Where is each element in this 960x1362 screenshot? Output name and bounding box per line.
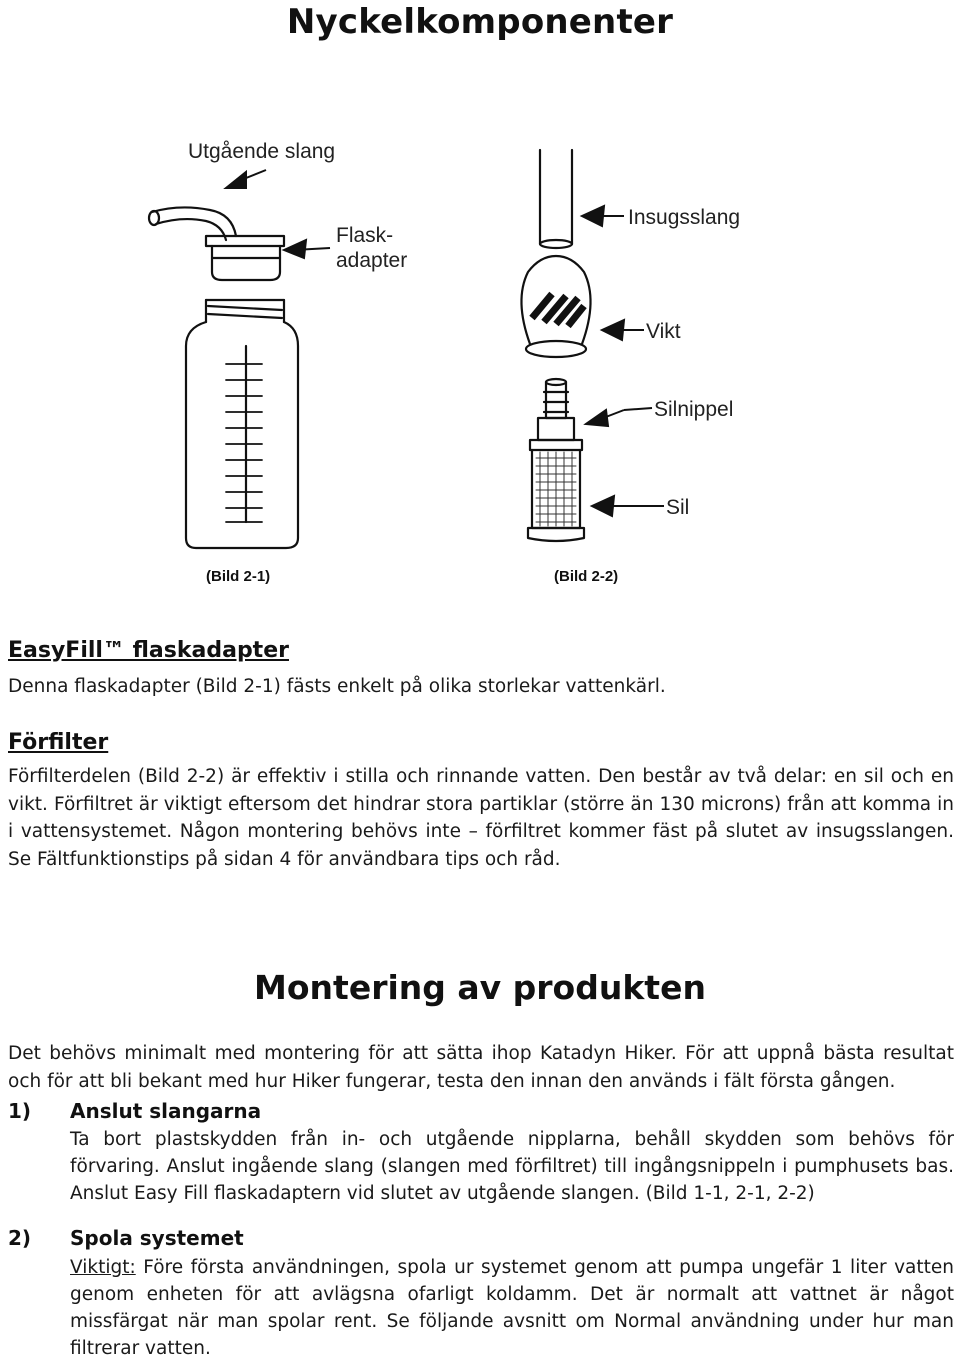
figure-caption-2-1: (Bild 2-1) (206, 568, 271, 585)
bottle-adapter-drawing (206, 236, 284, 280)
page-title: Nyckelkomponenter (286, 2, 674, 42)
arrow-icon-strainer-nipple (586, 408, 652, 426)
bottle-scale (226, 364, 262, 522)
step-2-text-block (70, 1254, 954, 1362)
arrow-icon-weight (602, 320, 644, 340)
strainer-nipple-drawing (538, 379, 574, 440)
arrow-icon-outlet-hose (226, 170, 266, 188)
strainer-mesh (536, 452, 576, 526)
step-2-title: Spola systemet (70, 1226, 244, 1250)
prefilter-heading: Förfilter (8, 730, 109, 755)
bottle-drawing (186, 300, 298, 548)
label-strainer-nipple: Silnippel (654, 398, 734, 421)
figure-caption-2-2: (Bild 2-2) (554, 568, 619, 585)
assembly-intro: Det behövs minimalt med montering för att sätta ihop Katadyn Hiker. För att uppnå bästa resultat och för att bli bekant med hur Hiker fungerar, testa den innan den används i fält första gången. (8, 1043, 954, 1092)
label-outlet-hose: Utgående slang (188, 140, 336, 163)
arrow-icon-bottle-adapter (284, 240, 330, 258)
label-intake-hose: Insugsslang (628, 206, 741, 229)
label-bottle-adapter-line1: Flask- (336, 224, 394, 247)
easyfill-text: Denna flaskadapter (Bild 2-1) fästs enkelt på olika storlekar vattenkärl. (8, 676, 666, 697)
assembly-heading: Montering av produkten (254, 968, 706, 1007)
label-bottle-adapter-line2: adapter (336, 249, 408, 272)
weight-stripes (532, 294, 584, 326)
step-2-text: Före första användningen, spola ur systemet genom att pumpa ungefär 1 liter vatten genom enheten för att avlägsna ofarligt koldamm. Det är normalt att vattnet är något missfärgat när man spolar rent. Se följande avsnitt om Normal användning under hur man filtrerar vatten. (70, 1257, 954, 1359)
key-components-illustration (0, 0, 960, 600)
easyfill-heading: EasyFill™ flaskadapter (8, 638, 289, 663)
step-2-number: 2) (8, 1226, 32, 1250)
arrow-icon-strainer (592, 496, 664, 516)
arrow-icon-intake-hose (582, 206, 624, 226)
step-1-title: Anslut slangarna (70, 1099, 262, 1123)
label-strainer: Sil (666, 496, 690, 519)
step-2-important-label: Viktigt: (70, 1257, 136, 1278)
step-1-number: 1) (8, 1099, 32, 1123)
prefilter-text: Förfilterdelen (Bild 2-2) är effektiv i stilla och rinnande vatten. Den består av två delar: en sil och en vikt. Förfiltret är viktigt eftersom det hindrar stora partiklar (större än 130 microns) från att komma in i vattensystemet. Någon montering behövs inte – förfiltret kommer fäst på slutet av insugsslangen. Se Fältfunktionstips på sidan 4 för användbara tips och råd. (8, 766, 954, 870)
step-1-text: Ta bort plastskydden från in- och utgående nipplarna, behåll skydden som behövs för förvaring. Anslut ingående slang (slangen med förfiltret) till ingångsnippeln i pumphusets bas. Anslut Easy Fill flaskadaptern vid slutet av utgående slangen. (Bild 1-1, 2-1, 2-2) (70, 1129, 954, 1204)
intake-hose-drawing (540, 150, 572, 248)
label-weight: Vikt (646, 320, 681, 343)
